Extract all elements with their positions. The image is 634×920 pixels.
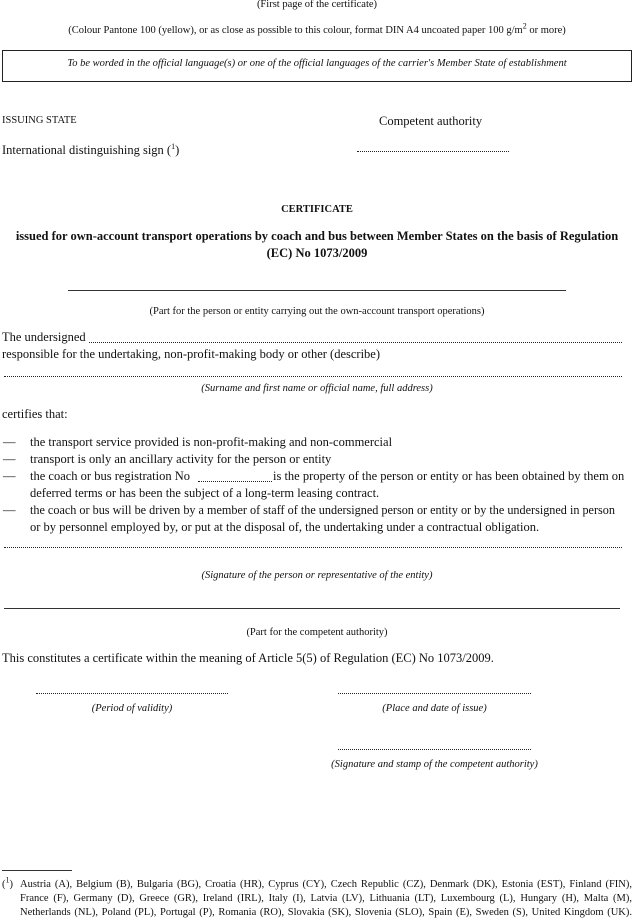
distinguishing-sign-label: [2, 142, 179, 159]
undersigned-label: The undersigned: [2, 330, 86, 344]
footnote-line1: Austria (A), Belgium (B), Bulgaria (BG), Croatia (HR), Cyprus (CY), Czech Republic (CZ), Denmark (DK), Estonia (EST), Finland (FIN),: [20, 879, 632, 890]
footnote-line3: Netherlands (NL), Poland (PL), Portugal (P), Romania (RO), Slovakia (SK), Slovenia (SLO), Spain (E), Sweden (S), United Kingdom (UK).: [20, 907, 632, 918]
name-dotted-field[interactable]: [4, 376, 622, 377]
paper-note-sup: 2: [522, 21, 527, 31]
responsible-label: responsible for the undertaking, non-profit-making body or other (describe): [2, 347, 381, 361]
validity-dotted-field[interactable]: [36, 693, 228, 694]
footnote-rule: [2, 870, 72, 871]
list-item-text: the transport service provided is non-profit-making and non-commercial: [30, 435, 393, 449]
title-rule: [68, 290, 566, 291]
dash: —: [3, 435, 16, 449]
place-caption: (Place and date of issue): [382, 703, 487, 714]
footnote-line2: France (F), Germany (D), Greece (GR), Ireland (IRL), Italy (I), Latvia (LV), Lithuania (LT), Luxembourg (L), Hungary (H), Malta (M),: [20, 893, 632, 904]
list-item-text: transport is only an ancillary activity for the person or entity: [30, 452, 332, 466]
section-rule: [4, 608, 620, 609]
signature-dotted-field[interactable]: [4, 547, 622, 548]
language-box: [2, 50, 632, 82]
footnote-marker-number: 1: [5, 875, 10, 885]
paper-note: [0, 21, 634, 38]
certificate-heading: CERTIFICATE: [281, 204, 353, 215]
stamp-dotted-field[interactable]: [338, 749, 531, 750]
issuing-state-label: ISSUING STATE: [2, 115, 77, 126]
title-line2: (EC) No 1073/2009: [266, 246, 368, 260]
paper-note-text: (Colour Pantone 100 (yellow), or as close as possible to this colour, format DIN A4 uncoated paper 100 g/m: [68, 25, 523, 36]
distinguishing-sign-text: International distinguishing sign (: [2, 143, 172, 157]
undersigned-dotted-field[interactable]: [89, 342, 622, 343]
footnote-marker: ($^1$): [2, 875, 13, 890]
list-item-4-line2: or by personnel employed by, or put at the disposal of, the undertaking under a contractual obligation.: [30, 520, 540, 534]
person-part-heading: (Part for the person or entity carrying out the own-account transport operations): [149, 306, 485, 317]
signature-caption: (Signature of the person or representative of the entity): [201, 570, 433, 581]
authority-part-heading: (Part for the competent authority): [246, 627, 388, 638]
language-box-text: To be worded in the official language(s) or one of the official languages of the carrier's Member State of establishment: [67, 58, 567, 69]
dash: —: [3, 452, 16, 466]
authority-dotted-field[interactable]: [357, 151, 509, 152]
validity-caption: (Period of validity): [91, 703, 173, 714]
stamp-caption: (Signature and stamp of the competent authority): [331, 759, 538, 770]
place-dotted-field[interactable]: [338, 693, 531, 694]
list-item-3-tail: is the property of the person or entity or has been obtained by them on: [273, 469, 625, 483]
footnote-ref: 1: [171, 141, 176, 151]
title-line1: issued for own-account transport operations by coach and bus between Member States on the basis of Regulation: [15, 229, 619, 243]
list-item-text: the coach or bus registration No: [30, 469, 191, 483]
name-caption: (Surname and first name or official name, full address): [201, 383, 433, 394]
registration-dotted-field[interactable]: [198, 481, 272, 482]
list-item-text: the coach or bus will be driven by a member of staff of the undersigned person or entity or by the undersigned in person: [30, 503, 615, 517]
authority-statement: This constitutes a certificate within the meaning of Article 5(5) of Regulation (EC) No 1073/2009.: [2, 651, 494, 665]
certifies-label: certifies that:: [2, 407, 68, 421]
list-item-3-line2: deferred terms or has been the subject of a long-term leasing contract.: [30, 486, 380, 500]
dash: —: [3, 503, 16, 517]
paper-note-tail: or more): [526, 25, 566, 36]
competent-authority-label: Competent authority: [379, 114, 483, 128]
first-page-note: (First page of the certificate): [256, 0, 378, 10]
distinguishing-sign-close: ): [175, 143, 180, 157]
dash: —: [3, 469, 16, 483]
